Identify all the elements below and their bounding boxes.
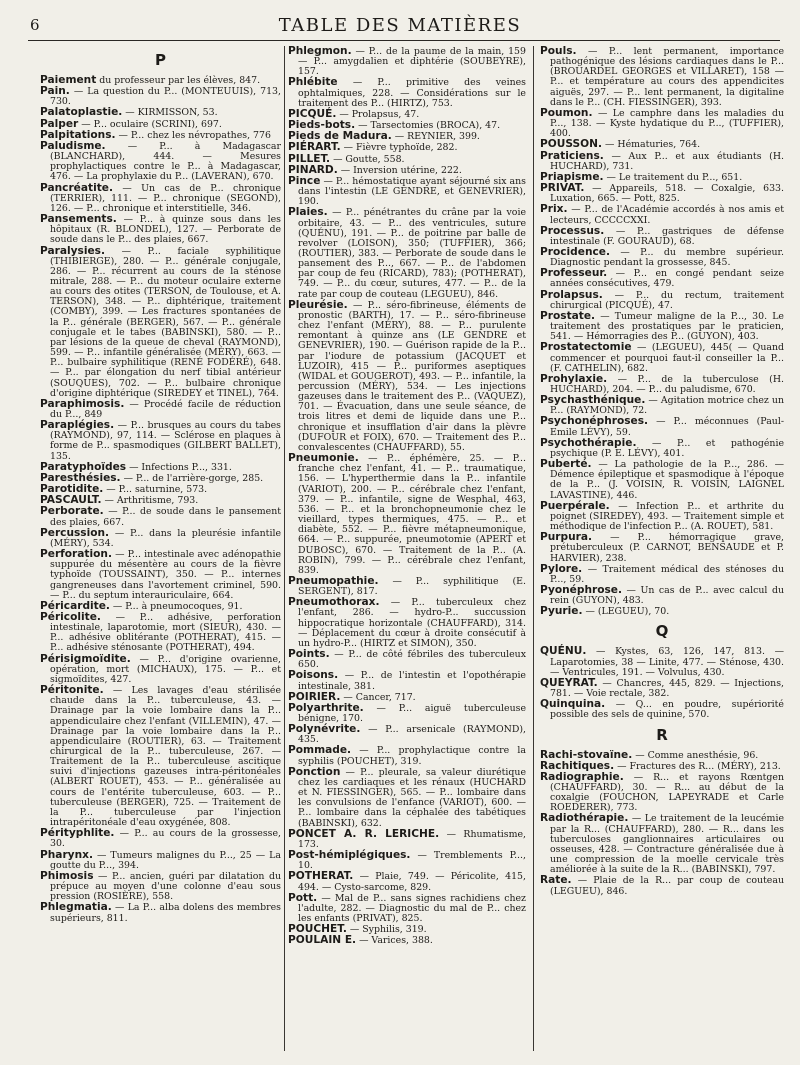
entry-text: — Tumeurs malignes du P..., 25 — La goutte du P..., 394.: [50, 849, 281, 871]
entry-text: — R... et rayons Rœntgen (CHAUFFARD), 30. — R... au début de la coxalgie (FOUCHON, LAPEYRADE et Carle ROEDERER), 773.: [550, 771, 784, 814]
entry-headword: Puerpérale.: [540, 499, 610, 512]
entry-headword: Pieds de Madura.: [288, 130, 392, 143]
entry-headword: Pouls.: [540, 46, 577, 57]
entry-headword: Palatoplastie.: [40, 106, 123, 119]
index-entry: [288, 893, 526, 924]
index-entry: [540, 311, 784, 342]
index-entry: [40, 86, 281, 107]
entry-text: — P... tuberculeux chez l'enfant, 286. — hydro-P... succussion hippocratique horizontale (CHAUFFARD), 314. — Déplacement du cœur à droite consécutif à un hydro-P... (HIRTZ et SIMON), 350.: [298, 597, 526, 649]
index-entry: [288, 724, 526, 745]
entry-text: — P... de côté fébriles des tuberculeux 650.: [298, 649, 526, 671]
index-entry: [40, 214, 281, 245]
entry-headword: PRIVAT.: [540, 182, 585, 195]
entry-text: — P... en congé pendant seize années consécutives, 479.: [550, 268, 784, 290]
entry-headword: POULAIN E.: [288, 934, 357, 947]
page-number: 6: [30, 16, 40, 34]
index-entry: [40, 399, 281, 420]
entry-text: — Le camphre dans les maladies du P..., 138. — Kyste hydatique du P..., (TUFFIER), 400.: [550, 107, 784, 140]
entry-headword: Quinquina.: [540, 698, 606, 711]
entry-text: — P... aiguë tuberculeuse bénigne, 170.: [298, 702, 526, 724]
entry-headword: Pommade.: [288, 744, 352, 757]
entry-text: — Aux P... et aux étudiants (H. HUCHARD), 731.: [550, 150, 784, 172]
section-letter-q: Q: [655, 622, 669, 641]
index-column-2: [288, 46, 526, 1051]
entry-text: — P... méconnues (Paul-Emile LÉVY), 59.: [550, 416, 784, 438]
entry-headword: Paraplégies.: [40, 419, 115, 432]
index-entry: [288, 935, 526, 946]
entry-headword: Percussion.: [40, 526, 110, 539]
index-column-1: [40, 46, 281, 1051]
entry-list: [540, 750, 784, 897]
index-entry: [540, 532, 784, 563]
entry-text: — Plaie de la R... par coup de couteau (LEGUEU), 846.: [550, 875, 784, 897]
index-entry: [540, 108, 784, 139]
entry-text: — P... de l'intestin et l'opothérapie intestinale, 381.: [298, 670, 526, 692]
entry-headword: Polynévrite.: [288, 723, 361, 736]
index-entry: [540, 226, 784, 247]
entry-text: — P... de l'Académie accordés à nos amis et lecteurs, CCCCCXXI.: [550, 204, 784, 226]
entry-headword: Péritonite.: [40, 684, 104, 697]
entry-headword: Prohylaxie.: [540, 372, 608, 385]
index-entry: [540, 646, 784, 677]
index-entry: [540, 342, 784, 373]
entry-text: — Prolapsus, 47.: [336, 108, 420, 120]
entry-headword: Polyarthrite.: [288, 701, 364, 714]
index-entry: [40, 654, 281, 685]
entry-text: — P... de la tuberculose (H. HUCHARD), 204. — P... du paludisme, 670.: [550, 373, 784, 395]
page-header: [0, 12, 800, 38]
entry-list: [540, 46, 784, 617]
entry-text: — La P... alba dolens des membres supérieurs, 811.: [50, 902, 281, 924]
entry-headword: Pancréatite.: [40, 181, 113, 194]
index-entry: [40, 612, 281, 654]
entry-text: — P... intestinale avec adénopathie suppurée du mésentère au cours de la fièvre typhoïde (TOUSSAINT), 350. — P... internes gangreneuses dans l'avortement criminel, 590. — P... du septum interauriculaire, 664.: [50, 549, 281, 601]
index-entry: [540, 772, 784, 814]
entry-text: — P... au cours de la grossesse, 30.: [50, 828, 281, 850]
index-column-3: [540, 46, 784, 1051]
entry-headword: Psychonéphroses.: [540, 415, 649, 428]
index-entry: [540, 204, 784, 225]
index-entry: [540, 438, 784, 459]
entry-headword: Poisons.: [288, 669, 339, 682]
index-entry: [40, 420, 281, 462]
entry-text: — Rhumatisme, 173.: [298, 828, 526, 850]
entry-text: — P... faciale syphilitique (THIBIERGE), 280. — P... générale conjugale, 286. — P... récurrent au cours de la sténose mitrale, 288. — P... du moteur oculaire externe au cours des otites (TERSON, de Toulouse, et A. TERSON), 348. — P... diphtérique, traitement (COMBY), 399. — Les fractures spontanées de la P... générale (BERGER), 567. — P... générale conjugale et le tabes (BABINSKI), 580. — P... par lésions de la queue de cheval (RAYMOND), 599. — P... infantile généralisée (MÉRY), 663. — P... bulbaire syphilitique (RENÉ FODÉRÉ), 648. — P... par élongation du nerf tibial antérieur (SOUQUES), 702. — P... bulbaire chronique d'origine diphtérique (SIREDEY et TINEL), 764.: [50, 245, 281, 399]
index-entry: [288, 767, 526, 829]
entry-headword: PONCET A. R. LERICHE.: [288, 827, 440, 840]
entry-text: — P... de la paume de la main, 159 — P... amygdalien et diphtérie (SOUBEYRE), 157.: [298, 46, 526, 78]
entry-text: — REYNIER, 399.: [391, 131, 480, 143]
entry-headword: PICQUÉ.: [288, 107, 337, 120]
index-entry: [40, 871, 281, 902]
index-entry: [40, 685, 281, 828]
entry-headword: QUÉNU.: [540, 645, 587, 658]
index-entry: [540, 501, 784, 532]
entry-text: — P... hémorragique grave, prétuberculeux (P. CARNOT, BENSAUDE et P. HARVIER), 238.: [550, 532, 784, 564]
entry-text: — Fractures des R... (MÉRY), 213.: [614, 760, 781, 772]
entry-headword: Perforation.: [40, 548, 112, 561]
entry-text: — Syphilis, 319.: [346, 924, 427, 936]
entry-text: — Tarsectomies (BROCA), 47.: [355, 120, 501, 132]
entry-headword: Rate.: [540, 874, 572, 887]
index-entry: [288, 300, 526, 453]
entry-headword: Procidence.: [540, 245, 610, 258]
index-entry: [288, 207, 526, 299]
entry-text: — Comme anesthésie, 96.: [632, 749, 759, 761]
entry-headword: Prostate.: [540, 309, 596, 322]
entry-text: — P... syphilitique (E. SERGENT), 817.: [298, 575, 526, 598]
index-entry: [288, 703, 526, 724]
index-entry: [40, 75, 281, 86]
entry-text: — Le traitement de la leucémie par la R... (CHAUFFARD), 280. — R... dans les tuberculoses ganglionnaires articulaires ou osseuses, 428. — Contracture généralisée due à une compression de la moelle cervicale très améliorée à la suite de la R... (BABINSKI), 797.: [550, 813, 784, 876]
index-entry: [540, 585, 784, 606]
entry-headword: Post-hémiplégiques.: [288, 849, 411, 862]
entry-headword: Palper: [40, 117, 79, 130]
entry-headword: Praticiens.: [540, 149, 604, 162]
entry-headword: Pneumothorax.: [288, 596, 380, 609]
entry-headword: Palpitations.: [40, 128, 116, 141]
entry-headword: Périsigmoïdite.: [40, 652, 131, 665]
entry-headword: Pyonéphrose.: [540, 583, 623, 596]
entry-text: — P... oculaire (SCRINI), 697.: [78, 118, 222, 130]
entry-text: — P... du rectum, traitement chirurgical (PICQUÉ), 47.: [550, 289, 784, 311]
entry-text: — P... chez les névropathes, 776: [115, 129, 271, 141]
entry-headword: Psychothérapie.: [540, 436, 637, 449]
entry-headword: Points.: [288, 648, 330, 661]
section-letter-p: P: [155, 51, 166, 69]
entry-headword: Phimosis: [40, 869, 94, 882]
entry-headword: Psychasthénique.: [540, 394, 646, 407]
index-entry: [288, 176, 526, 207]
index-entry: [288, 77, 526, 108]
entry-text: — Chancres, 445, 829. — Injections, 781. — Voie rectale, 382.: [550, 677, 784, 700]
entry-text: — P... à quinze sous dans les hôpitaux (R. BLONDEL), 127. — Perborate de soude dans le P... des plaies, 667.: [50, 214, 281, 246]
entry-text: — P... d'origine ovarienne, opération, mort (MICHAUX), 175. — P... et sigmoïdites, 427.: [50, 653, 281, 685]
index-entry: [288, 829, 526, 850]
entry-headword: Pneumonie.: [288, 452, 359, 465]
entry-text: — Traitement médical des sténoses du P..., 59.: [550, 563, 784, 585]
entry-text: — P... éphémère, 25. — P... franche chez l'enfant, 41. — P... traumatique, 156. — L'hyperthermie dans la P... infantile (VARIOT), 200. — P... cérébrale chez l'enfant, 379. — P... infantile, signe de Wesphal, 463, 536. — P... et la bronchopneumonie chez le vieillard, types thermiques, 475. — P... et diabète, 552. — P... fièvre métapneumonique, 664. — P... suppurée, pneumotomie (APERT et DUBOSC), 670. — Traitement de la P... (A. ROBIN), 799. — P... cérébrale chez l'enfant, 839.: [298, 453, 526, 576]
entry-headword: Professeur.: [540, 267, 608, 280]
entry-headword: Pieds-bots.: [288, 119, 356, 132]
entry-headword: Pain.: [40, 85, 70, 98]
entry-text: — P... prophylactique contre la syphilis (POUCHET), 319.: [298, 745, 526, 767]
entry-headword: Processus.: [540, 224, 605, 237]
entry-headword: Paralysies.: [40, 244, 105, 257]
entry-text: — (LEGUEU), 445( — Quand commencer et pourquoi faut-il conseiller la P... (F. CATHELIN), 682.: [550, 342, 784, 374]
entry-headword: Radiographie.: [540, 770, 624, 783]
index-entry: [540, 678, 784, 699]
entry-text: — P... séro-fibrineuse, éléments de pronostic (BARTH), 17. — P... séro-fibrineuse chez l'enfant (MÉRY), 88. — P... purulente remontant à quinze ans (LE GENDRE et GENEVRIER), 190. — Guérison rapide de la P... par l'iodure de potassium (JACQUET et LUZOIR), 415 — P... puriformes aseptiques (WIDAL et GOUGEROT), 493. — P... infantile, la percussion (MÉRY), 534. — Les injections gazeuses dans le traitement des P... (VAQUEZ), 701. — Évacuation, dans une seule séance, de trois litres et demi de liquide dans une P... chronique et insufflation d'air dans la plèvre (DUFOUR et FOIX), 670. — Traitement des P... convalescentes (CHAUFFARD), 55.: [298, 299, 526, 453]
entry-text: — (LEGUEU), 70.: [582, 606, 670, 618]
entry-headword: Paraphimosis.: [40, 397, 125, 410]
index-entry: [40, 528, 281, 549]
index-entry: [540, 459, 784, 501]
entry-text: — P... adhésive, perforation intestinale, laparotomie, mort (SIEUR), 430. — P... adhésive oblitérante (POTHERAT), 415. — P... adhésive sténosante (POTHERAT), 494.: [50, 611, 281, 654]
entry-headword: Prolapsus.: [540, 288, 603, 301]
index-entry: [540, 875, 784, 896]
entry-text: — Infections P..., 331.: [126, 461, 232, 473]
entry-text: — Q... en poudre, supériorité possible des sels de quinine, 570.: [550, 699, 784, 721]
entry-headword: Poumon.: [540, 106, 593, 119]
index-entry: [540, 183, 784, 204]
entry-headword: Péricardite.: [40, 599, 110, 612]
entry-headword: POIRIER.: [288, 690, 341, 703]
entry-text: — La pathologie de la P..., 286. — Démence épileptique et spasmodique à l'époque de la P... (J. VOISIN, R. VOISIN, LAIGNEL LAVASTINE), 446.: [550, 459, 784, 501]
entry-headword: Phlébite: [288, 76, 338, 89]
index-entry: [540, 151, 784, 172]
entry-headword: Pott.: [288, 891, 318, 904]
entry-text: — P... de l'arrière-gorge, 285.: [120, 472, 264, 484]
index-entry: [540, 699, 784, 720]
entry-headword: Plaies.: [288, 206, 328, 219]
entry-headword: QUEYRAT.: [540, 676, 598, 689]
entry-text: — KIRMISSON, 53.: [122, 107, 218, 119]
entry-text: — Les lavages d'eau stérilisée chaude dans la P... tuberculeuse, 43. — Drainage par la voie lombaire dans la P... appendiculaire chez l'enfant (VILLEMIN), 47. — Drainage par la voie lombaire dans la P... appendiculaire (ROUTIER), 63. — Traitement chirurgical de la P... tuberculeuse, 267. — Traitement de la P... tuberculeuse ascitique suivi d'injections gazeuses intra-péritonéales (ALBERT ROUET), 453. — P... généralisée au cours de l'entérite tuberculeuse, 603. — P... tuberculeuse (BERGER), 725. — Traitement de la P... tuberculeuse par l'injection intrapéritonéale d'eau oxygénée, 808.: [50, 685, 281, 829]
entry-text: — P... dans la pleurésie infantile (MÉRY), 534.: [50, 527, 281, 549]
entry-headword: Prostatectomie: [540, 341, 632, 354]
entry-headword: Perborate.: [40, 505, 104, 518]
column-divider: [533, 46, 534, 1051]
entry-headword: PASCAULT.: [40, 494, 102, 507]
entry-text: — P... et pathogénie psychique (P. E. LÉVY), 401.: [550, 437, 784, 459]
entry-text: — Agitation motrice chez un P... (RAYMOND), 72.: [550, 395, 784, 417]
entry-headword: POUCHET.: [288, 923, 347, 936]
entry-text: — P... primitive des veines ophtalmiques, 228. — Considérations sur le traitement des P... (HIRTZ), 753.: [298, 77, 526, 109]
entry-headword: POUSSON.: [540, 138, 603, 151]
index-entry: [540, 606, 784, 617]
entry-text: — Hématuries, 764.: [602, 139, 701, 151]
entry-text: — La question du P... (MONTEUUIS), 713, 730.: [50, 86, 281, 108]
entry-headword: PIÉRART.: [288, 141, 341, 154]
entry-headword: Pneumopathie.: [288, 574, 379, 587]
entry-headword: Pylore.: [540, 562, 583, 575]
header-rule: [28, 40, 780, 41]
index-entry: [40, 850, 281, 871]
index-entry: [540, 564, 784, 585]
index-entry: [288, 850, 526, 871]
index-entry: [288, 46, 526, 77]
entry-headword: Pharynx.: [40, 848, 93, 861]
index-entry: [40, 902, 281, 923]
entry-text: — Inversion utérine, 222.: [337, 164, 462, 176]
index-entry: [40, 141, 281, 183]
entry-headword: Priapisme.: [540, 170, 604, 183]
entry-text: — Appareils, 518. — Coxalgie, 633. Luxation, 665. — Pott, 825.: [550, 183, 784, 205]
index-entry: [288, 576, 526, 597]
entry-text: — P... lent permanent, importance pathogénique des lésions cardiaques dans le P... (BROUARDEL GEORGES et VILLARET), 158 — P... et température au cours des appendicites aiguës, 297. — P... lent permanent, la digitaline dans le P... (CH. FIESSINGER), 393.: [550, 46, 784, 108]
entry-text: — Plaie, 749. — Péricolite, 415, 494. — Cysto-sarcome, 829.: [298, 871, 526, 893]
section-letter-r: R: [656, 725, 668, 744]
entry-text: — P... à Madagascar (BLANCHARD), 444. — Mesures prophylactiques contre le P... à Madagascar, 476. — La prophylaxie du P... (LAVERAN), 670.: [50, 140, 281, 183]
entry-headword: PILLET.: [288, 152, 331, 165]
entry-headword: Pince: [288, 174, 321, 187]
index-entry: [40, 183, 281, 214]
entry-headword: Phlegmon.: [288, 46, 352, 57]
entry-headword: Puberté.: [540, 458, 592, 471]
index-entry: [288, 745, 526, 766]
entry-headword: POTHERAT.: [288, 870, 354, 883]
entry-text: — Un cas de P... chronique (TERRIER), 111. — P... chronique (SEGOND), 126. — P... chronique et interstitielle, 346.: [50, 182, 281, 214]
entry-headword: Paludisme.: [40, 139, 106, 152]
index-entry: [288, 670, 526, 691]
index-entry: [540, 268, 784, 289]
index-entry: [288, 165, 526, 176]
entry-headword: Ponction: [288, 765, 341, 778]
entry-headword: Pleurésie.: [288, 298, 348, 311]
entry-text: — P... arsenicale (RAYMOND), 435.: [298, 724, 526, 746]
entry-text: — P... brusques au cours du tabes (RAYMOND), 97, 114. — Sclérose en plaques à forme de P... spasmodiques (GILBERT BALLET), 135.: [50, 420, 281, 462]
index-entry: [540, 374, 784, 395]
index-entry: [40, 549, 281, 601]
entry-headword: Radiothérapie.: [540, 812, 629, 825]
entry-text: — Mal de P... sans signes rachidiens chez l'adulte, 282. — Diagnostic du mal de P... chez les enfants (PRIVAT), 825.: [298, 892, 526, 924]
index-entry: [288, 871, 526, 892]
entry-headword: Pérityphlite.: [40, 827, 115, 840]
column-divider: [284, 46, 285, 1051]
entry-headword: Rachi-stovaïne.: [540, 748, 633, 761]
entry-text: — Infection P... et arthrite du poignet (SIREDEY), 493. — Traitement simple et méthodique de l'infection P... (A. ROUET), 581.: [550, 500, 784, 533]
page-title: TABLE DES MATIÈRES: [278, 15, 522, 36]
entry-text: — Fièvre typhoïde, 282.: [340, 142, 458, 154]
entry-text: — Un cas de P... avec calcul du rein (GUYON), 483.: [550, 584, 784, 607]
entry-list: [288, 46, 526, 946]
entry-text: — P... ancien, guéri par dilatation du prépuce au moyen d'une colonne d'eau sous pression (ROSIÈRE), 558.: [50, 870, 281, 903]
index-entry: [40, 506, 281, 527]
entry-headword: Rachitiques.: [540, 759, 615, 772]
entry-text: — Le traitement du P..., 651.: [603, 171, 743, 183]
entry-text: — Cancer, 717.: [340, 691, 416, 703]
entry-headword: Pyurie.: [540, 605, 583, 618]
entry-headword: Paratyphoïdes: [40, 460, 127, 473]
entry-headword: Pansements.: [40, 213, 117, 226]
entry-list: [40, 75, 281, 924]
entry-text: — Arthritisme, 793.: [101, 495, 199, 507]
entry-text: — P... saturnine, 573.: [103, 484, 208, 496]
entry-text: — P... pénétrantes du crâne par la voie orbitaire, 43. — P... des ventricules, suture (QUÉNU), 191. — P... de poitrine par balle de revolver (LOISON), 350; (TUFFIER), 366; (ROUTIER), 383. — Perborate de soude dans le pansement des P..., 667. — P... de l'abdomen par coup de feu (RICARD), 783); (POTHERAT), 749. — P... du cœur, sutures, 477. — P... de la rate par coup de couteau (LEGUEU), 846.: [298, 207, 526, 300]
entry-text: — P... à pneumocoques, 91.: [109, 600, 243, 612]
entry-text: — P... hémostatique ayant séjourné six ans dans l'intestin (LE GENDRE, et GENEVRIER), 190.: [298, 175, 526, 208]
entry-headword: PINARD.: [288, 163, 338, 176]
index-entry: [540, 247, 784, 268]
index-entry: [40, 246, 281, 399]
entry-text: — Tumeur maligne de la P..., 30. Le traitement des prostatiques par le praticien, 541. — Hémorragies des P... (GUYON), 403.: [550, 310, 784, 343]
index-entry: [540, 46, 784, 108]
entry-headword: Paresthésies.: [40, 471, 121, 484]
entry-text: — P... gastriques de défense intestinale (F. GOURAUD), 68.: [550, 225, 784, 247]
index-entry: [540, 290, 784, 311]
index-entry: [540, 813, 784, 875]
entry-text: — P... du membre supérieur. Diagnostic pendant la grossesse, 845.: [550, 246, 784, 269]
entry-headword: Purpura.: [540, 531, 593, 544]
index-entry: [540, 395, 784, 416]
entry-text: — Procédé facile de réduction du P..., 849: [50, 398, 281, 420]
entry-list: [540, 646, 784, 720]
entry-text: — Tremblements P..., 10.: [298, 850, 526, 872]
entry-headword: Phlegmatia.: [40, 901, 112, 914]
entry-text: du professeur par les élèves, 847.: [96, 75, 261, 86]
index-entry: [288, 649, 526, 670]
entry-text: — Varices, 388.: [356, 935, 433, 947]
entry-text: — Kystes, 63, 126, 147, 813. — Laparotomies, 38 — Linite, 477. — Sténose, 430. — Ventricules, 191. — Volvulus, 430.: [550, 646, 784, 678]
entry-headword: Parotidite.: [40, 483, 104, 496]
entry-headword: Prix.: [540, 203, 568, 216]
index-entry: [288, 597, 526, 649]
entry-headword: Péricolite.: [40, 610, 101, 623]
entry-text: — P... de soude dans le pansement des plaies, 667.: [50, 506, 281, 528]
entry-text: — Goutte, 558.: [330, 153, 405, 165]
index-entry: [540, 416, 784, 437]
entry-headword: Paiement: [40, 74, 97, 86]
index-entry: [40, 828, 281, 849]
index-entry: [288, 453, 526, 576]
entry-text: — P... pleurale, sa valeur diurétique chez les cardiaques et les rénaux (HUCHARD et N. FIESSINGER), 565. — P... lombaire dans les convulsions de l'enfance (VARIOT), 600. — P... lombaire dans la céphalée des tabétiques (BABINSKI), 632.: [298, 766, 526, 829]
